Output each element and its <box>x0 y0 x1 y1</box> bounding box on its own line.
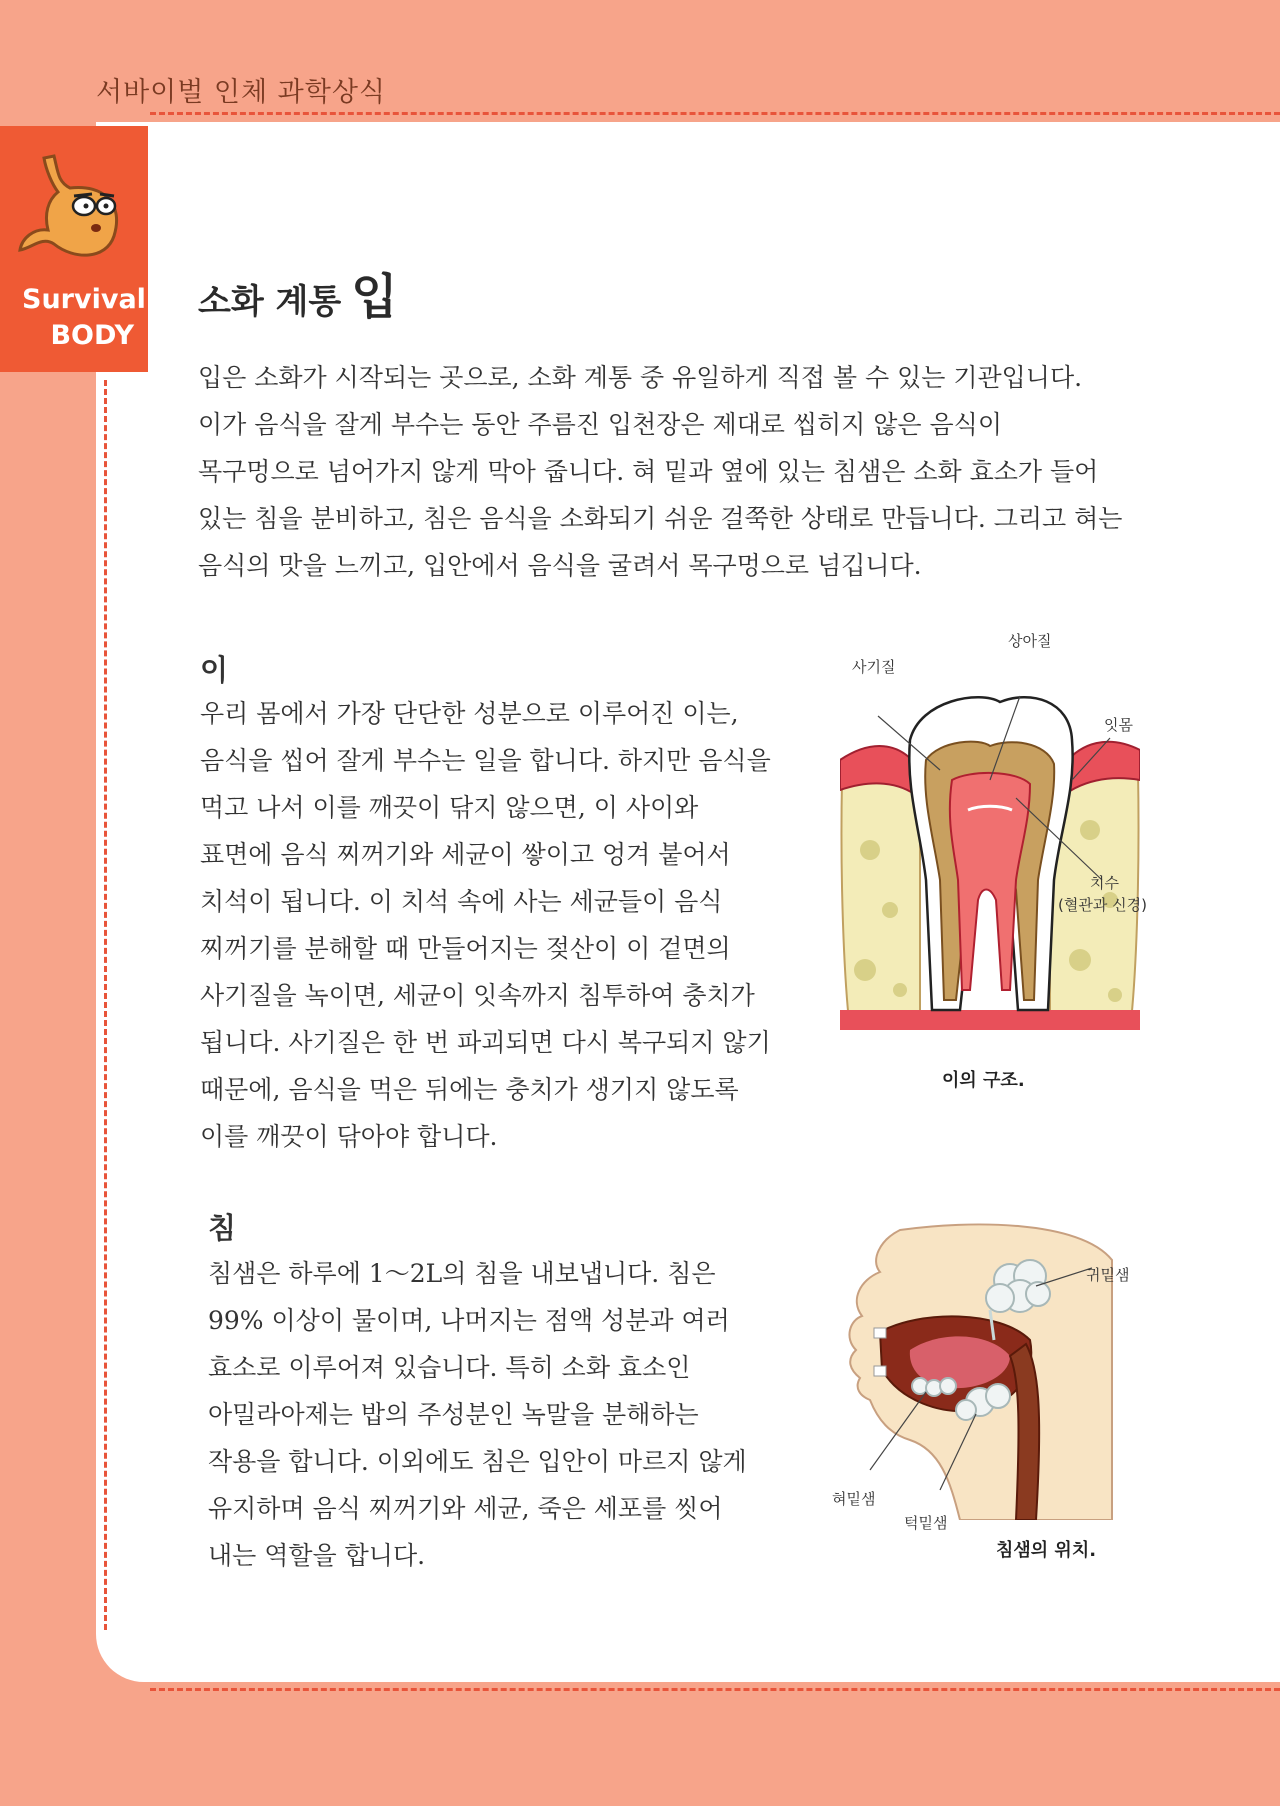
saliva-line: 작용을 합니다. 이외에도 침은 입안이 마르지 않게 <box>208 1447 747 1476</box>
badge-line-survival: Survival <box>22 284 146 315</box>
label-sublingual-gland: 혀밑샘 <box>832 1490 876 1508</box>
teeth-line: 사기질을 녹이면, 세균이 잇속까지 침투하여 충치가 <box>200 981 755 1010</box>
teeth-line: 우리 몸에서 가장 단단한 성분으로 이루어진 이는, <box>200 699 739 728</box>
saliva-line: 아밀라아제는 밥의 주성분인 녹말을 분해하는 <box>208 1400 699 1429</box>
saliva-line: 침샘은 하루에 1～2L의 침을 내보냅니다. 침은 <box>208 1259 716 1288</box>
teeth-line: 음식을 씹어 잘게 부수는 일을 합니다. 하지만 음식을 <box>200 746 771 775</box>
label-submandibular-gland: 턱밑샘 <box>904 1514 948 1532</box>
intro-line: 음식의 맛을 느끼고, 입안에서 음식을 굴려서 목구멍으로 넘깁니다. <box>198 551 922 580</box>
teeth-figure-caption: 이의 구조. <box>942 1070 1025 1091</box>
stomach-mascot-icon <box>14 148 134 268</box>
intro-line: 이가 음식을 잘게 부수는 동안 주름진 입천장은 제대로 씹히지 않은 음식이 <box>198 410 1002 439</box>
saliva-line: 효소로 이루어져 있습니다. 특히 소화 효소인 <box>208 1353 691 1382</box>
saliva-paragraph <box>208 1250 808 1579</box>
teeth-heading: 이 <box>200 653 229 687</box>
label-pulp: 치수 <box>1090 874 1119 892</box>
label-dentin: 상아질 <box>1008 632 1052 650</box>
intro-paragraph <box>198 354 1178 589</box>
teeth-line: 이를 깨끗이 닦아야 합니다. <box>200 1122 498 1151</box>
salivary-gland-figure <box>830 1220 1120 1520</box>
saliva-line: 내는 역할을 합니다. <box>208 1541 426 1570</box>
intro-line: 있는 침을 분비하고, 침은 음식을 소화되기 쉬운 걸쭉한 상태로 만듭니다. 그리고 혀는 <box>198 504 1123 533</box>
teeth-line: 먹고 나서 이를 깨끗이 닦지 않으면, 이 사이와 <box>200 793 699 822</box>
teeth-line: 찌꺼기를 분해할 때 만들어지는 젖산이 이 겉면의 <box>200 934 731 963</box>
title-prefix: 소화 계통 <box>198 282 342 322</box>
left-dashed-divider <box>104 380 107 1630</box>
title-main: 입 <box>351 269 398 325</box>
intro-line: 입은 소화가 시작되는 곳으로, 소화 계통 중 유일하게 직접 볼 수 있는 기관입니다. <box>198 363 1083 392</box>
teeth-line: 때문에, 음식을 먹은 뒤에는 충치가 생기지 않도록 <box>200 1075 739 1104</box>
top-dashed-divider <box>150 112 1280 115</box>
saliva-figure-caption: 침샘의 위치. <box>996 1540 1097 1561</box>
badge-line-body: BODY <box>50 320 134 351</box>
bottom-dashed-divider <box>150 1688 1280 1691</box>
saliva-line: 99% 이상이 물이며, 나머지는 점액 성분과 여러 <box>208 1306 730 1335</box>
teeth-line: 표면에 음식 찌꺼기와 세균이 쌓이고 엉겨 붙어서 <box>200 840 731 869</box>
saliva-line: 유지하며 음식 찌꺼기와 세균, 죽은 세포를 씻어 <box>208 1494 723 1523</box>
teeth-line: 치석이 됩니다. 이 치석 속에 사는 세균들이 음식 <box>200 887 723 916</box>
page-title <box>198 258 398 327</box>
label-parotid-gland: 귀밑샘 <box>1086 1266 1130 1284</box>
running-header: 서바이벌 인체 과학상식 <box>96 77 386 108</box>
tooth-structure-figure <box>840 680 1140 1030</box>
label-pulp-sub: (혈관과 신경) <box>1058 896 1147 914</box>
intro-line: 목구멍으로 넘어가지 않게 막아 줍니다. 혀 밑과 옆에 있는 침샘은 소화 효소가 들어 <box>198 457 1099 486</box>
saliva-heading: 침 <box>208 1211 237 1245</box>
label-gum: 잇몸 <box>1104 716 1133 734</box>
teeth-line: 됩니다. 사기질은 한 번 파괴되면 다시 복구되지 않기 <box>200 1028 771 1057</box>
badge-label <box>22 282 146 354</box>
label-enamel: 사기질 <box>852 658 896 676</box>
teeth-paragraph <box>200 690 820 1160</box>
